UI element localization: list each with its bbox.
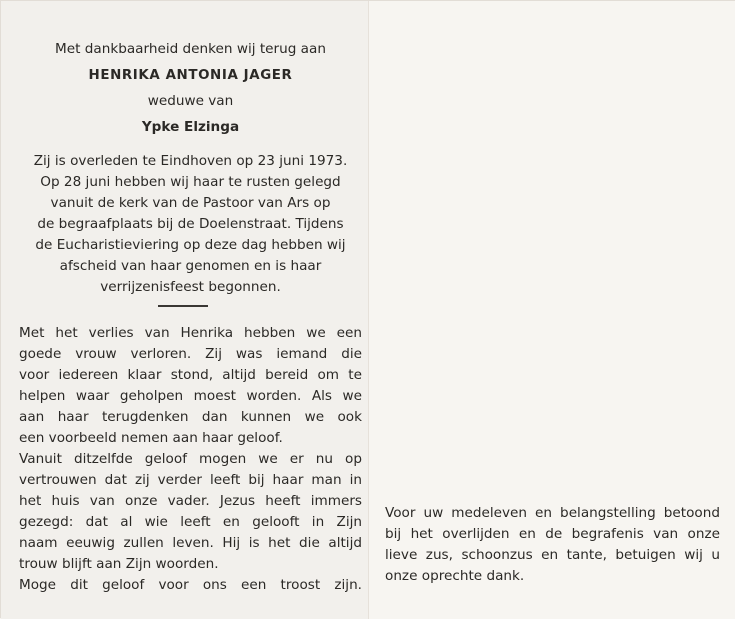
paragraph1-line: verrijzenisfeest begonnen.: [100, 279, 281, 295]
paragraph1-line: vanuit de kerk van de Pastoor van Ars op: [50, 195, 331, 211]
paragraph2-line: trouw blijft aan Zijn woorden.: [19, 556, 219, 572]
paragraph2-line: Vanuit ditzelfde geloof mogen we er nu op: [19, 451, 362, 467]
paragraph2-line: voor iedereen klaar stond, altijd bereid om te: [19, 367, 362, 383]
thanks-line: Voor uw medeleven en belangstelling betoond: [385, 505, 720, 521]
thanks-line: lieve zus, schoonzus en tante, betuigen wij u: [385, 547, 720, 563]
paragraph1-line: Op 28 juni hebben wij haar te rusten gelegd: [40, 174, 341, 190]
paragraph2-line: het huis van onze vader. Jezus heeft immers: [19, 493, 362, 509]
widow-of-line: weduwe van: [147, 93, 234, 109]
paragraph1-line: Zij is overleden te Eindhoven op 23 juni 1973.: [33, 153, 348, 169]
paragraph2-line: helpen waar geholpen moest worden. Als we: [19, 388, 362, 404]
paragraph2-line: een voorbeeld nemen aan haar geloof.: [19, 430, 283, 446]
deceased-name: HENRIKA ANTONIA JAGER: [88, 68, 293, 83]
paragraph2-line: vertrouwen dat zij verder leeft bij haar man in: [19, 472, 362, 488]
paragraph2-line: naam eeuwig zullen leven. Hij is het die altijd: [19, 535, 362, 551]
paragraph2-line: Met het verlies van Henrika hebben we een: [19, 325, 362, 341]
divider-rule: [158, 305, 208, 307]
paragraph1-line: afscheid van haar genomen en is haar: [59, 258, 322, 274]
intro-line: Met dankbaarheid denken wij terug aan: [55, 41, 326, 57]
right-panel: [369, 1, 735, 619]
paragraph1-line: de begraafplaats bij de Doelenstraat. Tijdens: [37, 216, 344, 232]
paragraph2-line: aan haar terugdenken dan kunnen we ook: [19, 409, 362, 425]
paragraph1-line: de Eucharistieviering op deze dag hebben wij: [35, 237, 346, 253]
paragraph2-line: gezegd: dat al wie leeft en gelooft in Zijn: [19, 514, 362, 530]
paragraph2-line: goede vrouw verloren. Zij was iemand die: [19, 346, 362, 362]
paragraph2-line: Moge dit geloof voor ons een troost zijn.: [19, 577, 362, 593]
spouse-name: Ypke Elzinga: [141, 119, 240, 135]
thanks-line: onze oprechte dank.: [385, 568, 525, 584]
thanks-line: bij het overlijden en de begrafenis van onze: [385, 526, 720, 542]
left-panel: [1, 1, 368, 619]
